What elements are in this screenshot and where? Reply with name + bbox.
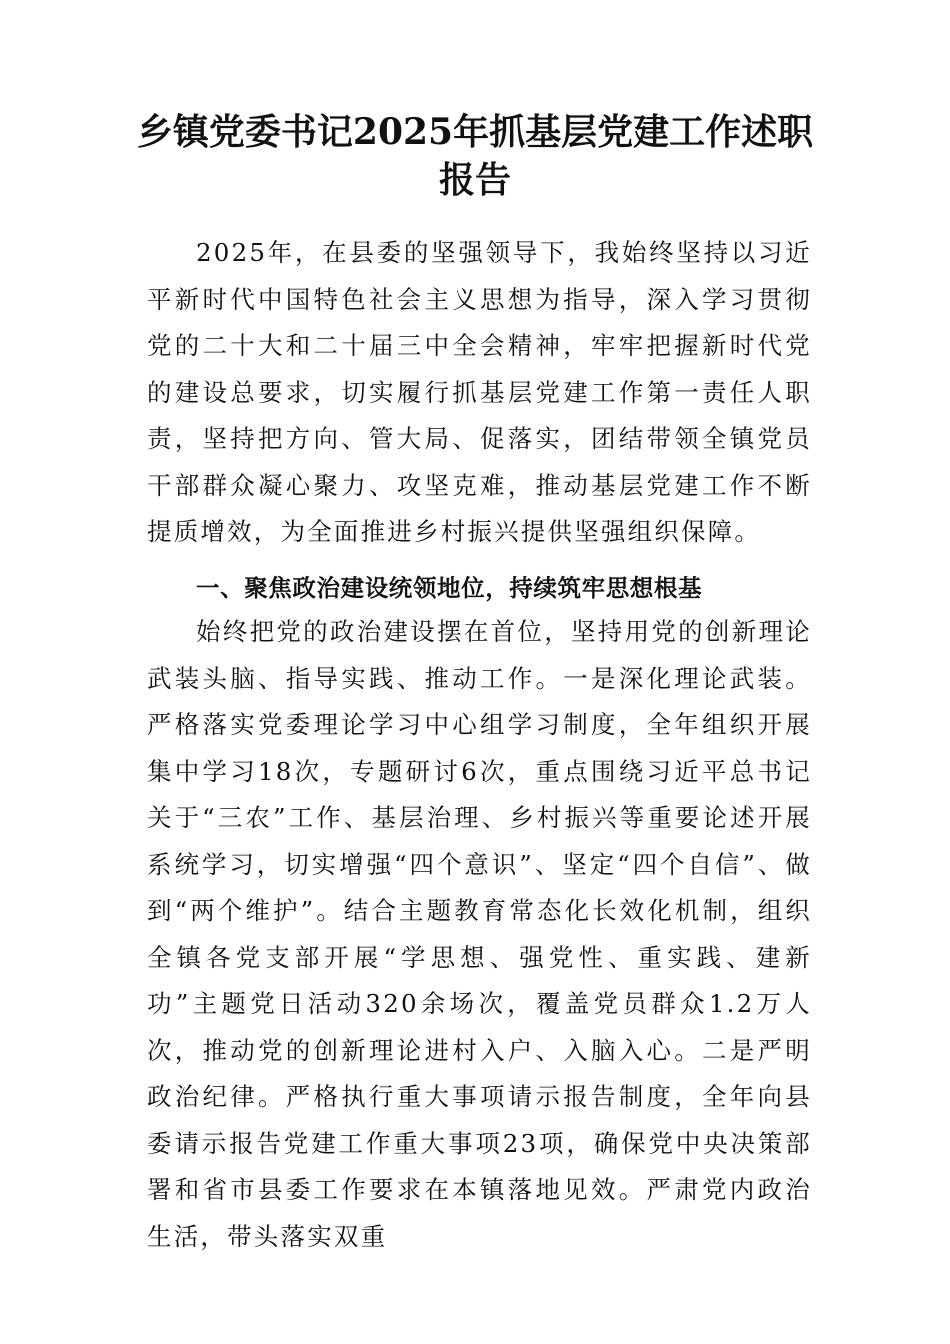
section-paragraph: 始终把党的政治建设摆在首位，坚持用党的创新理论武装头脑、指导实践、推动工作。一是深化理论武装。严格落实党委理论学习中心组学习制度，全年组织开展集中学习18次，专题研讨6次，重点围绕习近平总书记关于“三农”工作、基层治理、乡村振兴等重要论述开展系统学习，切实增强“四个意识”、坚定“四个自信”、做到“两个维护”。结合主题教育常态化长效化机制，组织全镇各党支部开展“学思想、强党性、重实践、建新功”主题党日活动320余场次，覆盖党员群众1.2万人次，推动党的创新理论进村入户、入脑入心。二是严明政治纪律。严格执行重大事项请示报告制度，全年向县委请示报告党建工作重大事项23项，确保党中央决策部署和省市县委工作要求在本镇落地见效。严肃党内政治生活，带头落实双重 (147, 617, 812, 1251)
intro-paragraph: 2025年，在县委的坚强领导下，我始终坚持以习近平新时代中国特色社会主义思想为指导，深入学习贯彻党的二十大和二十届三中全会精神，牢牢把握新时代党的建设总要求，切实履行抓基层党建工作第一责任人职责，坚持把方向、管大局、促落实，团结带领全镇党员干部群众凝心聚力、攻坚克难，推动基层党建工作不断提质增效，为全面推进乡村振兴提供坚强组织保障。 (147, 238, 812, 546)
title-line-2: 报告 (438, 159, 511, 201)
document-title (120, 108, 830, 204)
title-line-1: 乡镇党委书记2025年抓基层党建工作述职 (136, 111, 814, 153)
section-heading: 一、聚焦政治建设统领地位，持续筑牢思想根基 (196, 574, 703, 602)
